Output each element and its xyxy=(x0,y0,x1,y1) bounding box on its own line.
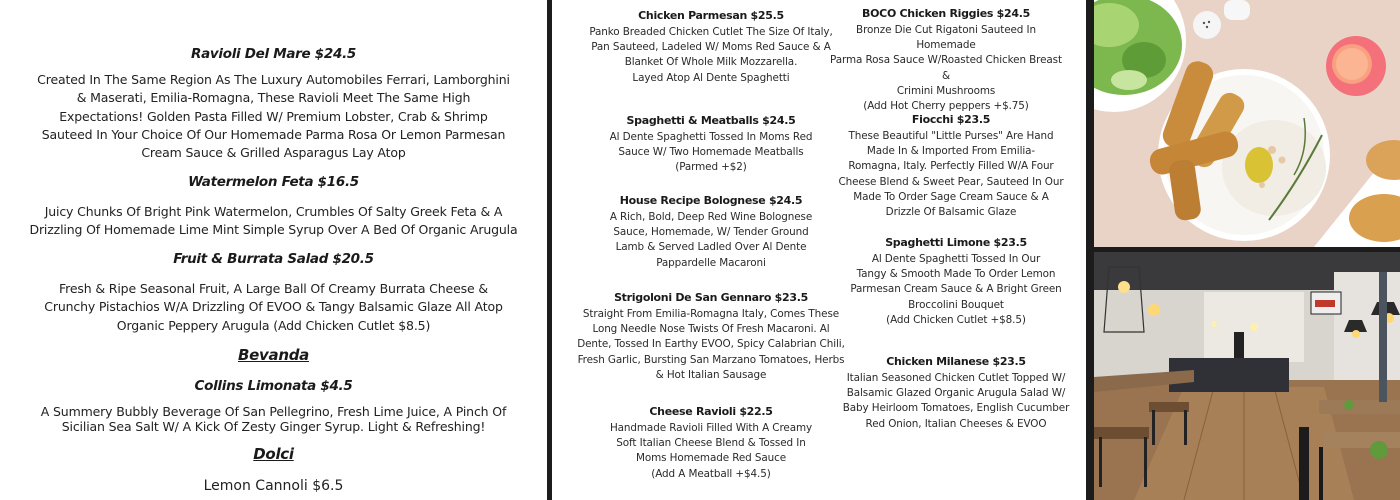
menu-item-description xyxy=(572,307,850,383)
menu-item-house-recipe-bolognese xyxy=(575,194,847,271)
menu-item-cheese-ravioli xyxy=(575,405,847,482)
menu-item-title: Lemon Cannoli $6.5 xyxy=(203,478,344,494)
description-line: Romagna, Italy. Perfectly Filled W/A Four xyxy=(848,160,1054,173)
menu-item-description xyxy=(826,23,1066,114)
menu-item-title: Spaghetti & Meatballs $24.5 xyxy=(626,114,796,127)
description-line: (Add A Meatball +$4.5) xyxy=(651,467,771,480)
description-line: Panko Breaded Chicken Cutlet The Size Of Italy, xyxy=(589,26,833,38)
description-line: Parma Rosa Sauce W/Roasted Chicken Breast & xyxy=(830,54,1062,82)
menu-item-title: Strigoloni De San Gennaro $23.5 xyxy=(614,291,808,304)
menu-item-spaghetti-meatballs xyxy=(575,114,847,176)
description-line: Sauce, Homemade, W/ Tender Ground xyxy=(613,226,809,239)
menu-item-description: Juicy Chunks Of Bright Pink Watermelon, Crumbles Of Salty Greek Feta & A Drizzling Of Homemade Lime Mint Simple Syrup Over A Bed Of Organic Arugula xyxy=(29,204,518,238)
menu-item-title: Fruit & Burrata Salad $20.5 xyxy=(173,251,374,267)
description-line: Layed Atop Al Dente Spaghetti xyxy=(632,71,790,84)
menu-item-title: Spaghetti Limone $23.5 xyxy=(885,236,1027,249)
menu-item-fruit-burrata-salad xyxy=(20,251,527,267)
description-line: Crimini Mushrooms xyxy=(896,84,996,97)
menu-item-lemon-cannoli xyxy=(20,478,527,494)
menu-item-collins-limonata xyxy=(20,378,527,394)
restaurant-interior-photo xyxy=(1094,252,1400,500)
description-line: Sauce W/ Two Homemade Meatballs xyxy=(618,146,804,159)
menu-panel-left xyxy=(0,0,547,500)
description-line: Dente, Tossed In Earthy EVOO, Spicy Calabrian Chili, xyxy=(577,338,845,351)
description-line: Balsamic Glazed Organic Arugula Salad W/ xyxy=(846,387,1066,400)
menu-item-boco-chicken-riggies xyxy=(826,7,1066,114)
menu-item-strigoloni-de-san-gennaro xyxy=(572,291,850,383)
menu-item-description xyxy=(836,129,1066,220)
food-plate-illustration xyxy=(1094,0,1400,247)
description-line: Baby Heirloom Tomatoes, English Cucumber xyxy=(842,402,1070,415)
description-line: Soft Italian Cheese Blend & Tossed In xyxy=(616,437,806,450)
description-line: Lamb & Served Ladled Over Al Dente xyxy=(615,241,807,254)
menu-item-fiocchi xyxy=(836,113,1066,220)
menu-item-title: BOCO Chicken Riggies $24.5 xyxy=(862,7,1030,20)
section-heading: Dolci xyxy=(253,445,294,463)
description-line: Handmade Ravioli Filled With A Creamy xyxy=(609,422,813,434)
menu-item-title: Chicken Milanese $23.5 xyxy=(886,355,1026,368)
menu-item-description xyxy=(575,210,847,271)
description-line: & Hot Italian Sausage xyxy=(655,368,767,381)
menu-item-description xyxy=(575,25,847,86)
menu-item-title: Watermelon Feta $16.5 xyxy=(188,174,359,190)
menu-item-title: Chicken Parmesan $25.5 xyxy=(638,9,784,22)
description-line: Al Dente Spaghetti Tossed In Our xyxy=(871,253,1041,265)
description-line: A Rich, Bold, Deep Red Wine Bolognese xyxy=(609,211,813,223)
menu-item-description-container xyxy=(20,71,527,162)
description-line: (Add Chicken Cutlet +$8.5) xyxy=(886,313,1026,326)
description-line: Bronze Die Cut Rigatoni Sauteed In Homemade xyxy=(856,24,1036,52)
menu-item-description-container xyxy=(20,404,527,434)
description-line: Parmesan Cream Sauce & A Bright Green xyxy=(850,283,1062,296)
menu-item-chicken-milanese xyxy=(841,355,1071,432)
description-line: Al Dente Spaghetti Tossed In Moms Red xyxy=(609,131,813,143)
menu-item-title: Ravioli Del Mare $24.5 xyxy=(190,46,356,62)
description-line: Red Onion, Italian Cheeses & EVOO xyxy=(865,417,1047,430)
menu-item-title: Collins Limonata $4.5 xyxy=(194,378,353,394)
description-line: Long Needle Nose Twists Of Fresh Macaroni. Al xyxy=(592,323,830,336)
menu-item-description: Fresh & Ripe Seasonal Fruit, A Large Ball Of Creamy Burrata Cheese & Crunchy Pistachios W/A Drizzling Of EVOO & Tangy Balsamic Glaze All Atop Organic Peppery Arugula (Add Chicken Cutlet $8.5) xyxy=(44,281,503,333)
menu-item-description-container xyxy=(20,280,527,335)
description-line: Tangy & Smooth Made To Order Lemon xyxy=(856,268,1056,281)
description-line: Italian Seasoned Chicken Cutlet Topped W/ xyxy=(846,372,1066,384)
description-line: (Add Hot Cherry peppers +$.75) xyxy=(863,100,1029,113)
section-heading-bevanda xyxy=(20,346,527,364)
menu-item-spaghetti-limone xyxy=(841,236,1071,328)
menu-item-description-container xyxy=(20,203,527,240)
menu-item-watermelon-feta xyxy=(20,174,527,190)
menu-item-title: Fiocchi $23.5 xyxy=(911,113,991,126)
description-line: Cheese Blend & Sweet Pear, Sauteed In Our xyxy=(838,175,1064,188)
description-line: Straight From Emilia-Romagna Italy, Comes These xyxy=(582,308,840,320)
section-heading: Bevanda xyxy=(238,346,309,364)
food-photo xyxy=(1094,0,1400,247)
description-line: These Beautiful "Little Purses" Are Hand xyxy=(848,130,1054,142)
menu-item-title: Cheese Ravioli $22.5 xyxy=(649,405,773,418)
description-line: Fresh Garlic, Bursting San Marzano Tomatoes, Herbs xyxy=(577,353,845,366)
menu-item-description xyxy=(841,371,1071,432)
description-line: Drizzle Of Balsamic Glaze xyxy=(885,206,1017,219)
menu-item-description: A Summery Bubbly Beverage Of San Pellegrino, Fresh Lime Juice, A Pinch Of Sicilian Sea Salt W/ A Kick Of Zesty Ginger Syrup. Light & Refreshing! xyxy=(40,404,507,434)
menu-item-description xyxy=(841,252,1071,328)
description-line: Broccolini Bouquet xyxy=(908,298,1004,311)
column-divider xyxy=(1086,0,1094,500)
description-line: Moms Homemade Red Sauce xyxy=(635,452,787,465)
description-line: Pappardelle Macaroni xyxy=(656,256,766,269)
menu-item-title: House Recipe Bolognese $24.5 xyxy=(619,194,803,207)
restaurant-interior-illustration xyxy=(1094,252,1400,500)
menu-item-ravioli-del-mare xyxy=(20,46,527,62)
menu-item-chicken-parmesan xyxy=(575,9,847,86)
section-heading-dolci xyxy=(20,445,527,463)
menu-item-description: Created In The Same Region As The Luxury Automobiles Ferrari, Lamborghini & Maserati, Emilia-Romagna, These Ravioli Meet The Same High Expectations! Golden Pasta Filled W/ Premium Lobster, Crab & Shrimp Sauteed In Your Choice Of Our Homemade Parma Rosa Or Lemon Parmesan Cream Sauce & Grilled Asparagus Lay Atop xyxy=(37,72,510,161)
menu-item-description xyxy=(575,130,847,176)
description-line: Pan Sauteed, Ladeled W/ Moms Red Sauce & A xyxy=(591,41,831,54)
description-line: Made To Order Sage Cream Sauce & A xyxy=(853,190,1049,203)
menu-item-description xyxy=(575,421,847,482)
description-line: Made In & Imported From Emilia- xyxy=(866,145,1036,158)
description-line: (Parmed +$2) xyxy=(675,161,747,174)
description-line: Blanket Of Whole Milk Mozzarella. xyxy=(624,56,798,69)
